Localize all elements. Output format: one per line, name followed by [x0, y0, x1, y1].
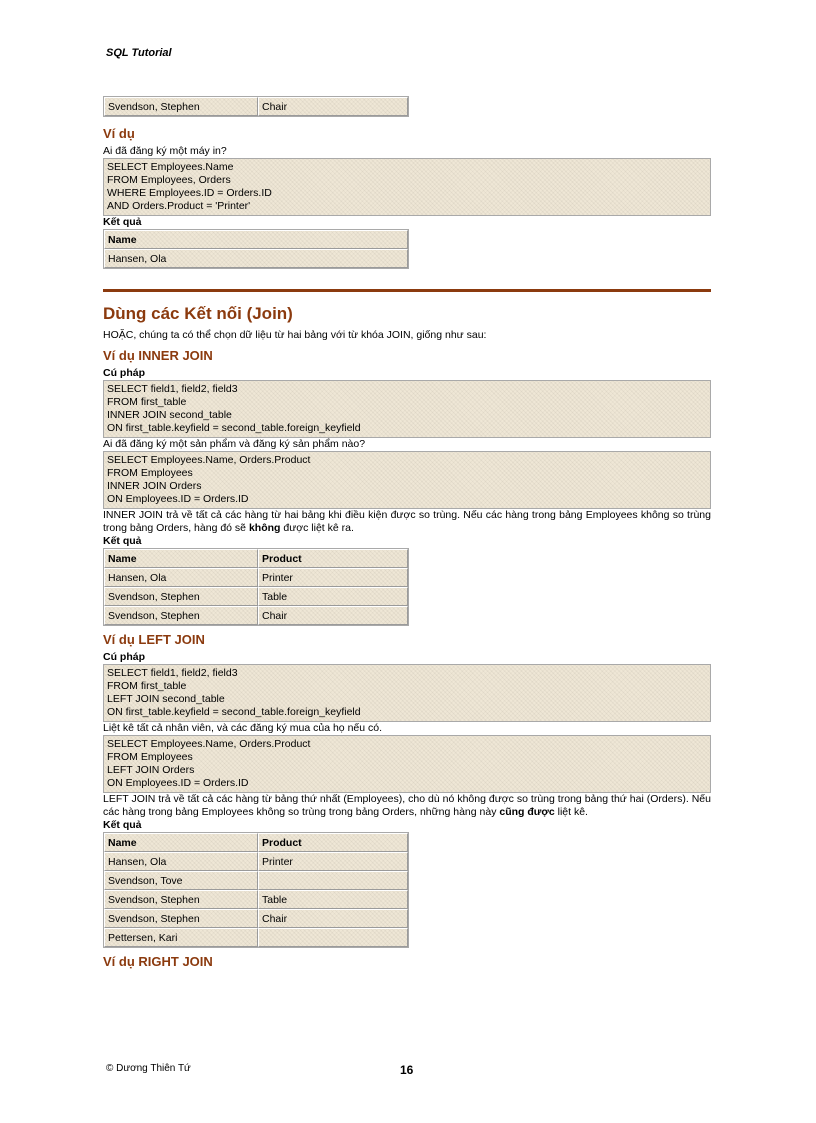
- column-header: Product: [258, 833, 408, 852]
- table-row: [104, 568, 408, 587]
- code-line: ON Employees.ID = Orders.ID: [107, 777, 249, 789]
- code-line: FROM Employees: [107, 751, 193, 763]
- table-row: [104, 249, 408, 268]
- content: [103, 96, 711, 973]
- column-header: Name: [104, 549, 258, 568]
- code-line: ON first_table.keyfield = second_table.foreign_keyfield: [107, 422, 361, 434]
- left-join-heading: Ví dụ LEFT JOIN: [103, 632, 205, 647]
- code-line: SELECT Employees.Name: [107, 161, 234, 173]
- section-title: Dùng các Kết nối (Join): [103, 304, 293, 323]
- left-result-table: [103, 832, 409, 948]
- desc-text: INNER JOIN trả về tất cả các hàng từ hai bảng khi điều kiện được so trùng. Nếu các hàng trong bảng Employees không so trùng trong bảng Orders, hàng đó sẽ: [103, 509, 711, 534]
- code-line: AND Orders.Product = 'Printer': [107, 200, 251, 212]
- syntax-label: Cú pháp: [103, 651, 145, 663]
- table-cell: Table: [258, 890, 408, 909]
- desc-emphasis: cũng được: [499, 806, 555, 818]
- left-join-description: [103, 793, 711, 819]
- table-row: [104, 606, 408, 625]
- table-cell: Svendson, Stephen: [104, 587, 258, 606]
- desc-text: được liệt kê ra.: [280, 522, 354, 534]
- syntax-block: [103, 380, 711, 438]
- code-line: LEFT JOIN second_table: [107, 693, 225, 705]
- table-header-row: [104, 230, 408, 249]
- code-line: FROM first_table: [107, 680, 187, 692]
- desc-emphasis: không: [248, 522, 281, 534]
- column-header: Product: [258, 549, 408, 568]
- table-cell: Hansen, Ola: [104, 568, 258, 587]
- table-row: [104, 871, 408, 890]
- example-question: Liệt kê tất cả nhân viên, và các đăng ký mua của họ nếu có.: [103, 722, 383, 734]
- example-question: Ai đã đăng ký một sản phẩm và đăng ký sản phẩm nào?: [103, 438, 366, 450]
- inner-join-heading: Ví dụ INNER JOIN: [103, 348, 213, 363]
- code-line: FROM Employees, Orders: [107, 174, 231, 186]
- desc-text: LEFT JOIN trả về tất cả các hàng từ bảng thứ nhất (Employees), cho dù nó không được so trùng trong bảng thứ hai (Orders). Nếu các hàng trong bảng Employees không so trùng trong bảng Orders, những hàng này: [103, 793, 711, 818]
- code-line: WHERE Employees.ID = Orders.ID: [107, 187, 272, 199]
- table-cell: Svendson, Tove: [104, 871, 258, 890]
- table-cell: Hansen, Ola: [104, 852, 258, 871]
- table-cell: Printer: [258, 852, 408, 871]
- inner-join-description: [103, 509, 711, 535]
- example-heading: Ví dụ: [103, 126, 135, 141]
- inner-result-table: [103, 548, 409, 626]
- table-row: [104, 587, 408, 606]
- table-header-row: [104, 833, 408, 852]
- code-line: SELECT field1, field2, field3: [107, 667, 238, 679]
- table-cell: Svendson, Stephen: [104, 909, 258, 928]
- result-table: [103, 229, 409, 269]
- syntax-block: [103, 664, 711, 722]
- result-label: Kết quả: [103, 819, 142, 831]
- table-cell: Hansen, Ola: [104, 249, 408, 268]
- code-line: INNER JOIN second_table: [107, 409, 232, 421]
- page-number: 16: [400, 1063, 414, 1077]
- code-line: INNER JOIN Orders: [107, 480, 202, 492]
- code-line: FROM first_table: [107, 396, 187, 408]
- code-line: ON first_table.keyfield = second_table.foreign_keyfield: [107, 706, 361, 718]
- syntax-label: Cú pháp: [103, 367, 145, 379]
- table-row: [104, 852, 408, 871]
- table-cell: Svendson, Stephen: [104, 890, 258, 909]
- right-join-heading: Ví dụ RIGHT JOIN: [103, 954, 213, 969]
- table-cell: Svendson, Stephen: [104, 97, 258, 116]
- code-block: [103, 158, 711, 216]
- table-row: [104, 928, 408, 947]
- code-line: SELECT Employees.Name, Orders.Product: [107, 738, 311, 750]
- table-cell: Printer: [258, 568, 408, 587]
- running-header: SQL Tutorial: [106, 47, 172, 59]
- code-line: SELECT Employees.Name, Orders.Product: [107, 454, 311, 466]
- code-line: SELECT field1, field2, field3: [107, 383, 238, 395]
- code-line: FROM Employees: [107, 467, 193, 479]
- desc-text: liệt kê.: [554, 806, 588, 818]
- table-cell: Pettersen, Kari: [104, 928, 258, 947]
- table-cell: Svendson, Stephen: [104, 606, 258, 625]
- table-row: [104, 909, 408, 928]
- table-cell: [258, 928, 408, 947]
- top-table: [103, 96, 409, 117]
- section-divider: [103, 289, 711, 292]
- code-block: [103, 735, 711, 793]
- table-cell: Table: [258, 587, 408, 606]
- section-intro: HOẶC, chúng ta có thể chọn dữ liệu từ hai bảng với từ khóa JOIN, giống như sau:: [103, 329, 487, 341]
- footer-copyright: © Dương Thiên Tứ: [106, 1063, 191, 1074]
- table-cell: [258, 871, 408, 890]
- table-cell: Chair: [258, 606, 408, 625]
- table-cell: Chair: [258, 909, 408, 928]
- code-line: ON Employees.ID = Orders.ID: [107, 493, 249, 505]
- example-question: Ai đã đăng ký một máy in?: [103, 145, 227, 157]
- table-cell: Chair: [258, 97, 408, 116]
- code-block: [103, 451, 711, 509]
- column-header: Name: [104, 833, 258, 852]
- result-label: Kết quả: [103, 216, 142, 228]
- table-row: [104, 890, 408, 909]
- table-row: [104, 97, 408, 116]
- column-header: Name: [104, 230, 408, 249]
- result-label: Kết quả: [103, 535, 142, 547]
- code-line: LEFT JOIN Orders: [107, 764, 195, 776]
- table-header-row: [104, 549, 408, 568]
